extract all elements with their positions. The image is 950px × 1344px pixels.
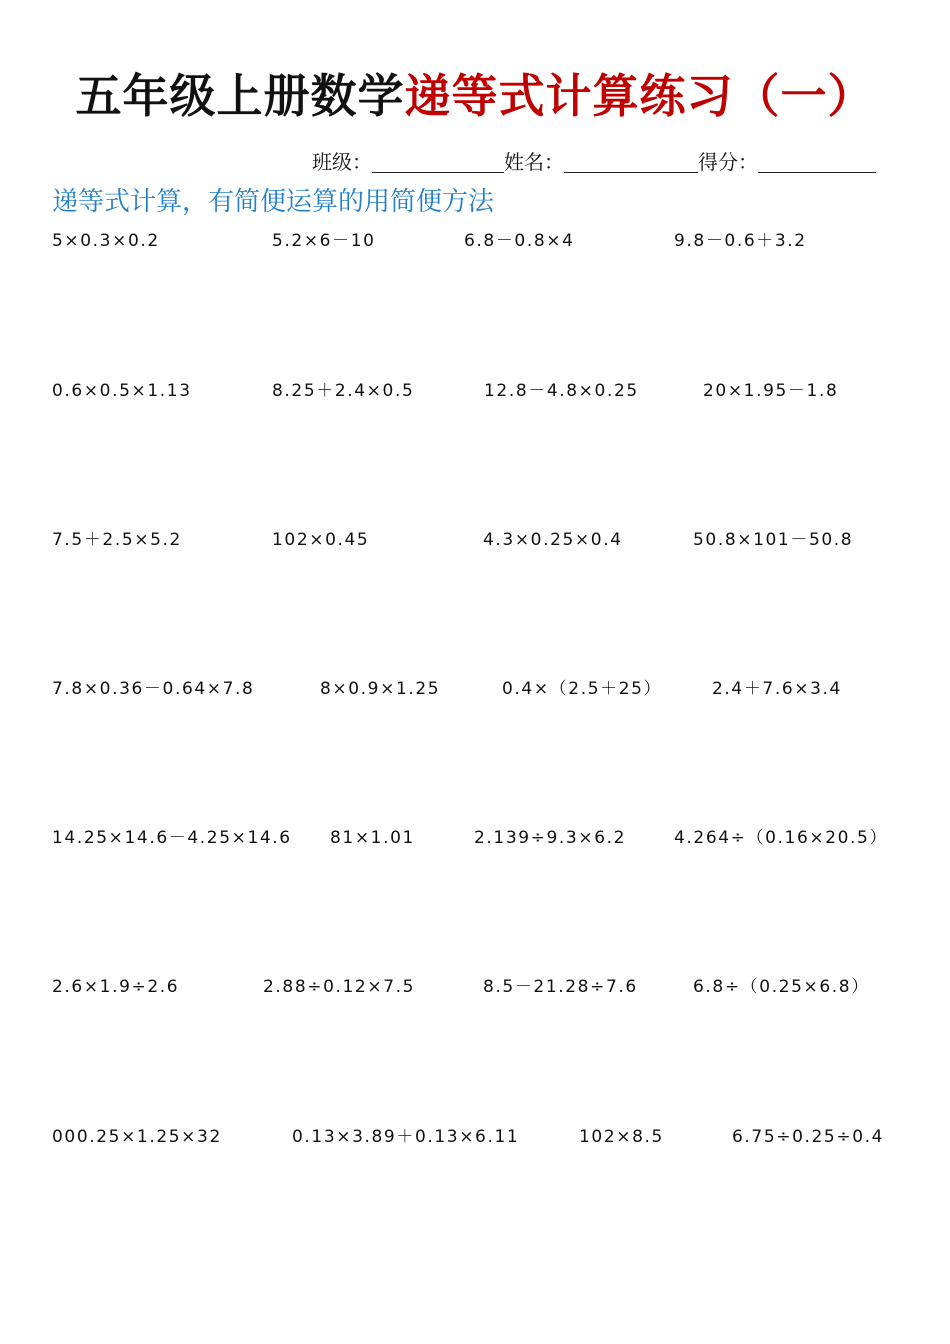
class-label: 班级： <box>312 150 372 174</box>
problem-4-1: 7.8×0.36－0.64×7.8 <box>52 679 255 699</box>
problem-7-2: 0.13×3.89＋0.13×6.11 <box>292 1127 520 1147</box>
problem-6-4: 6.8÷（0.25×6.8） <box>693 977 870 997</box>
problem-3-2: 102×0.45 <box>272 530 370 550</box>
score-label: 得分： <box>698 150 758 174</box>
section-instruction: 递等式计算，有简便运算的用简便方法 <box>52 187 495 217</box>
title-grade-subject: 五年级上册数学 <box>75 69 405 123</box>
problem-7-4: 6.75÷0.25÷0.4 <box>732 1127 885 1147</box>
problem-7-3: 102×8.5 <box>579 1127 664 1147</box>
problem-1-1: 5×0.3×0.2 <box>52 231 160 251</box>
worksheet-title <box>0 64 950 128</box>
problem-1-4: 9.8－0.6＋3.2 <box>674 231 807 251</box>
problem-1-3: 6.8－0.8×4 <box>464 231 575 251</box>
class-blank[interactable] <box>372 148 504 173</box>
problem-4-2: 8×0.9×1.25 <box>320 679 441 699</box>
problem-2-4: 20×1.95－1.8 <box>703 381 839 401</box>
problem-3-1: 7.5＋2.5×5.2 <box>52 530 182 550</box>
problem-2-3: 12.8－4.8×0.25 <box>484 381 639 401</box>
score-blank[interactable] <box>758 148 876 173</box>
problem-2-1: 0.6×0.5×1.13 <box>52 381 192 401</box>
student-info-line <box>312 146 876 176</box>
problem-4-3: 0.4×（2.5＋25） <box>502 679 663 699</box>
problem-3-3: 4.3×0.25×0.4 <box>483 530 623 550</box>
problem-2-2: 8.25＋2.4×0.5 <box>272 381 415 401</box>
problem-5-2: 81×1.01 <box>330 828 415 848</box>
problem-5-3: 2.139÷9.3×6.2 <box>474 828 627 848</box>
name-blank[interactable] <box>564 148 698 173</box>
title-exercise-name: 递等式计算练习（一） <box>404 69 875 123</box>
problem-4-4: 2.4＋7.6×3.4 <box>712 679 842 699</box>
problem-1-2: 5.2×6－10 <box>272 231 376 251</box>
problem-6-2: 2.88÷0.12×7.5 <box>263 977 416 997</box>
name-label: 姓名： <box>504 150 564 174</box>
problem-5-1: 14.25×14.6－4.25×14.6 <box>52 828 292 848</box>
problem-6-1: 2.6×1.9÷2.6 <box>52 977 180 997</box>
problem-3-4: 50.8×101－50.8 <box>693 530 854 550</box>
problem-7-1: 000.25×1.25×32 <box>52 1127 222 1147</box>
problem-5-4: 4.264÷（0.16×20.5） <box>674 828 889 848</box>
problem-6-3: 8.5－21.28÷7.6 <box>483 977 638 997</box>
